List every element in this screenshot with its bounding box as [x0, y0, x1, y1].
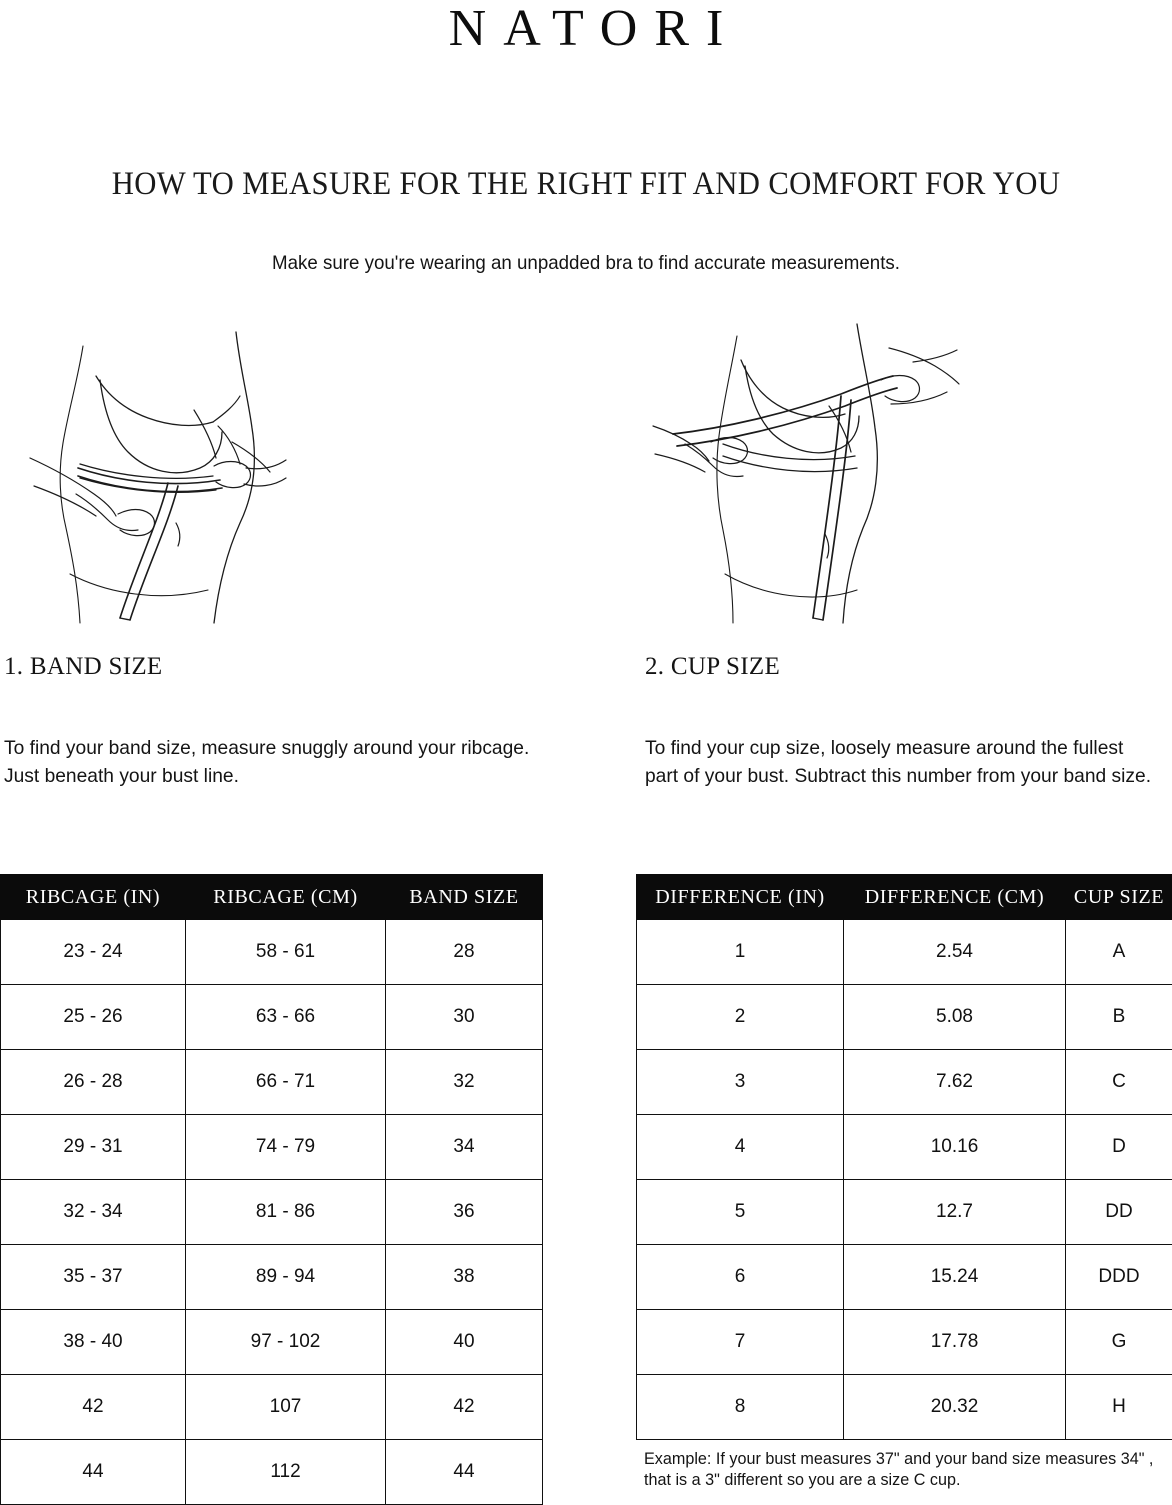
cell-cup-size: H	[1066, 1375, 1172, 1440]
cell-ribcage-in: 38 - 40	[1, 1310, 186, 1375]
table-row	[637, 1050, 1172, 1115]
cell-cup-size: D	[1066, 1115, 1172, 1180]
cell-band-size: 30	[386, 985, 543, 1050]
cup-size-table	[636, 874, 1172, 1440]
cell-ribcage-in: 25 - 26	[1, 985, 186, 1050]
cell-ribcage-in: 35 - 37	[1, 1245, 186, 1310]
cell-difference-cm: 2.54	[844, 920, 1066, 985]
cell-ribcage-in: 23 - 24	[1, 920, 186, 985]
table-row	[1, 1440, 543, 1505]
cup-size-section	[645, 652, 1165, 790]
cell-difference-in: 1	[637, 920, 844, 985]
cell-ribcage-cm: 112	[186, 1440, 386, 1505]
table-header-row	[1, 875, 543, 920]
table-row	[1, 985, 543, 1050]
column-header-difference-cm: DIFFERENCE (CM)	[844, 875, 1066, 920]
cell-ribcage-cm: 81 - 86	[186, 1180, 386, 1245]
table-row	[637, 1115, 1172, 1180]
cell-ribcage-cm: 107	[186, 1375, 386, 1440]
table-row	[637, 1180, 1172, 1245]
table-row	[637, 1245, 1172, 1310]
cell-ribcage-cm: 97 - 102	[186, 1310, 386, 1375]
cell-band-size: 34	[386, 1115, 543, 1180]
table-row	[1, 1180, 543, 1245]
band-size-description: To find your band size, measure snuggly around your ribcage. Just beneath your bust line.	[4, 734, 556, 790]
table-row	[637, 920, 1172, 985]
page-subtitle: Make sure you're wearing an unpadded bra to find accurate measurements.	[23, 250, 1148, 276]
cell-cup-size: B	[1066, 985, 1172, 1050]
column-header-difference-in: DIFFERENCE (IN)	[637, 875, 844, 920]
cell-cup-size: A	[1066, 920, 1172, 985]
cell-ribcage-in: 29 - 31	[1, 1115, 186, 1180]
cell-difference-in: 3	[637, 1050, 844, 1115]
cell-difference-in: 4	[637, 1115, 844, 1180]
table-row	[1, 1245, 543, 1310]
cell-band-size: 40	[386, 1310, 543, 1375]
cell-difference-in: 7	[637, 1310, 844, 1375]
cell-ribcage-in: 44	[1, 1440, 186, 1505]
cell-cup-size: DDD	[1066, 1245, 1172, 1310]
band-size-table	[0, 874, 543, 1505]
cell-ribcage-cm: 89 - 94	[186, 1245, 386, 1310]
band-size-heading: 1. BAND SIZE	[4, 652, 564, 682]
table-row	[637, 985, 1172, 1050]
table-row	[1, 1375, 543, 1440]
band-size-illustration	[8, 318, 308, 628]
cell-difference-cm: 7.62	[844, 1050, 1066, 1115]
cell-band-size: 32	[386, 1050, 543, 1115]
cell-difference-cm: 12.7	[844, 1180, 1066, 1245]
band-size-section	[4, 652, 564, 790]
cell-difference-cm: 15.24	[844, 1245, 1066, 1310]
cell-difference-in: 6	[637, 1245, 844, 1310]
cell-difference-cm: 5.08	[844, 985, 1066, 1050]
cell-cup-size: DD	[1066, 1180, 1172, 1245]
cell-ribcage-in: 32 - 34	[1, 1180, 186, 1245]
cell-ribcage-in: 26 - 28	[1, 1050, 186, 1115]
column-header-band-size: BAND SIZE	[386, 875, 543, 920]
cell-cup-size: C	[1066, 1050, 1172, 1115]
table-row	[1, 920, 543, 985]
column-header-ribcage-in: RIBCAGE (IN)	[1, 875, 186, 920]
cup-size-illustration	[645, 318, 965, 628]
table-row	[1, 1115, 543, 1180]
cell-ribcage-cm: 58 - 61	[186, 920, 386, 985]
cell-ribcage-in: 42	[1, 1375, 186, 1440]
cell-ribcage-cm: 66 - 71	[186, 1050, 386, 1115]
table-header-row	[637, 875, 1172, 920]
cell-band-size: 44	[386, 1440, 543, 1505]
cell-difference-cm: 20.32	[844, 1375, 1066, 1440]
column-header-ribcage-cm: RIBCAGE (CM)	[186, 875, 386, 920]
cell-band-size: 36	[386, 1180, 543, 1245]
brand-logo: NATORI	[0, 0, 1172, 58]
cell-difference-in: 2	[637, 985, 844, 1050]
cell-band-size: 38	[386, 1245, 543, 1310]
cup-size-description: To find your cup size, loosely measure around the fullest part of your bust. Subtract this number from your band size.	[645, 734, 1157, 790]
example-note: Example: If your bust measures 37" and your band size measures 34" , that is a 3" different so you are a size C cup.	[644, 1449, 1161, 1491]
cell-ribcage-cm: 74 - 79	[186, 1115, 386, 1180]
table-row	[637, 1375, 1172, 1440]
cell-difference-in: 5	[637, 1180, 844, 1245]
cell-band-size: 42	[386, 1375, 543, 1440]
column-header-cup-size: CUP SIZE	[1066, 875, 1172, 920]
cell-difference-cm: 10.16	[844, 1115, 1066, 1180]
cup-size-heading: 2. CUP SIZE	[645, 652, 1165, 682]
cell-difference-cm: 17.78	[844, 1310, 1066, 1375]
cell-cup-size: G	[1066, 1310, 1172, 1375]
cell-band-size: 28	[386, 920, 543, 985]
cell-ribcage-cm: 63 - 66	[186, 985, 386, 1050]
table-row	[637, 1310, 1172, 1375]
cell-difference-in: 8	[637, 1375, 844, 1440]
table-row	[1, 1050, 543, 1115]
table-row	[1, 1310, 543, 1375]
page-title: HOW TO MEASURE FOR THE RIGHT FIT AND COMFORT FOR YOU	[41, 164, 1131, 204]
